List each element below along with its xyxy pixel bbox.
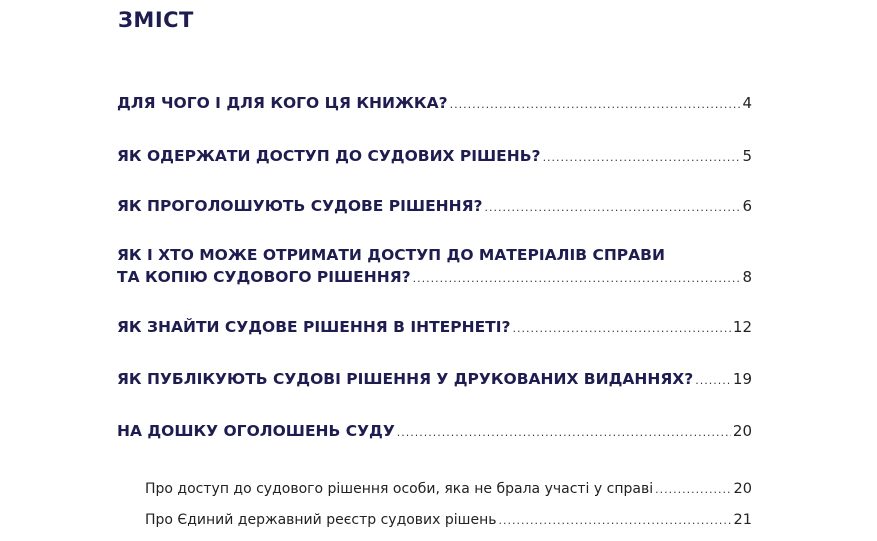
- toc-entry-title: НА ДОШКУ ОГОЛОШЕНЬ СУДУ: [117, 422, 395, 440]
- toc-page-number: 20: [732, 422, 752, 440]
- toc-leader-dots: [413, 268, 741, 290]
- toc-page-number: 8: [742, 268, 752, 286]
- toc-leader-dots: [543, 147, 741, 169]
- toc-subentry-title: Про Єдиний державний реєстр судових рішень: [145, 512, 497, 528]
- toc-page-number: 20: [733, 481, 752, 497]
- toc-subentry-title: Про доступ до судового рішення особи, яка не брала участі у справі: [145, 481, 654, 497]
- toc-page-number: 21: [733, 512, 752, 528]
- toc-entry[interactable]: [117, 145, 752, 169]
- toc-entry[interactable]: [117, 316, 752, 340]
- toc-entry-title: ЯК ОДЕРЖАТИ ДОСТУП ДО СУДОВИХ РІШЕНЬ?: [117, 147, 541, 165]
- toc-leader-dots: [397, 422, 731, 444]
- toc-entry[interactable]: [117, 368, 752, 392]
- toc-subentry[interactable]: [145, 478, 752, 501]
- toc-leader-dots: [499, 510, 732, 532]
- toc-page-number: 19: [732, 370, 752, 388]
- toc-leader-dots: [695, 370, 731, 392]
- toc-subentry[interactable]: [145, 509, 752, 532]
- toc-entry-title: ДЛЯ ЧОГО І ДЛЯ КОГО ЦЯ КНИЖКА?: [117, 94, 448, 112]
- toc-page-number: 5: [742, 147, 752, 165]
- toc-entry[interactable]: [117, 420, 752, 444]
- toc-leader-dots: [485, 197, 741, 219]
- toc-leader-dots: [513, 318, 731, 340]
- toc-page-number: 6: [742, 197, 752, 215]
- toc-entry[interactable]: [117, 244, 752, 290]
- toc-entry-title: ЯК ПРОГОЛОШУЮТЬ СУДОВЕ РІШЕННЯ?: [117, 197, 483, 215]
- page-title: ЗМІСТ: [118, 8, 194, 32]
- toc-leader-dots: [655, 479, 731, 501]
- toc-entry[interactable]: [117, 195, 752, 219]
- toc-entry-title: ЯК ПУБЛІКУЮТЬ СУДОВІ РІШЕННЯ У ДРУКОВАНИХ ВИДАННЯХ?: [117, 370, 694, 388]
- toc-entry-title-line1: ЯК І ХТО МОЖЕ ОТРИМАТИ ДОСТУП ДО МАТЕРІАЛІВ СПРАВИ: [117, 246, 665, 264]
- toc-leader-dots: [450, 94, 741, 116]
- toc-page-number: 12: [732, 318, 752, 336]
- toc-entry-title: ЯК ЗНАЙТИ СУДОВЕ РІШЕННЯ В ІНТЕРНЕТІ?: [117, 318, 511, 336]
- toc-entry-title: ТА КОПІЮ СУДОВОГО РІШЕННЯ?: [117, 268, 411, 286]
- toc-page-number: 4: [742, 94, 752, 112]
- toc-entry[interactable]: [117, 92, 752, 116]
